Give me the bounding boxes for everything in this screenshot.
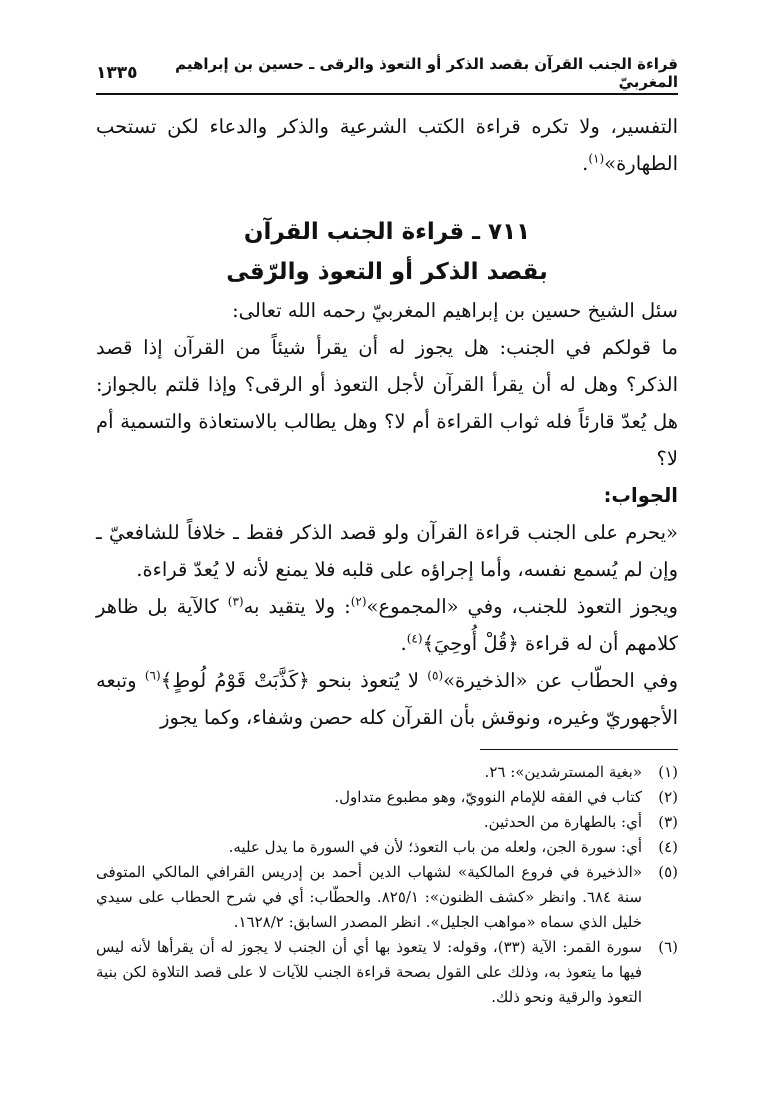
intro-paragraph xyxy=(96,108,678,182)
footnote-text: أي: بالطهارة من الحدثين. xyxy=(483,813,642,831)
footnote-item xyxy=(96,835,678,860)
footnote-ref-3: (٣) xyxy=(227,594,244,609)
page-header xyxy=(96,56,678,90)
footnote-ref-6: (٦) xyxy=(144,668,161,683)
footnote-number: (٤) xyxy=(658,838,678,856)
footnote-ref-4: (٤) xyxy=(406,631,423,646)
footnote-divider xyxy=(480,749,678,750)
footnote-text: سورة القمر: الآية (٣٣)، وقوله: لا يتعوذ بها أي أن الجنب لا يجوز له أن يقرأها لأنه ليس فيها ما يتعوذ به، وذلك على القول بصحة قراءة الجنب للآيات لا على قصد التلاوة لكن بنية التعوذ والرقية ونحو ذلك. xyxy=(96,938,642,1006)
answer-p2-part-a: ويجوز التعوذ للجنب، وفي «المجموع» xyxy=(366,595,678,618)
answer-p3-part-a: وفي الحطّاب عن «الذخيرة» xyxy=(443,669,678,692)
footnote-number: (٢) xyxy=(658,788,678,806)
answer-paragraph-2 xyxy=(96,588,678,662)
fatwa-title-line-2: بقصد الذكر أو التعوذ والرّقى xyxy=(226,259,548,285)
answer-p2-part-c: كالآية بل ظاهر كلامهم أن له قراءة ﴿قُلْ أُوحِيَ﴾ xyxy=(96,595,678,655)
page-number: ١٣٣٥ xyxy=(96,63,138,83)
footnote-number: (٣) xyxy=(658,813,678,831)
fatwa-title xyxy=(96,212,678,292)
footnote-number: (٦) xyxy=(658,938,678,956)
answer-p3-part-c: وتبعه الأجهوريّ وغيره، ونوقش بأن القرآن كله حصن وشفاء، وكما يجوز xyxy=(96,669,678,729)
footnote-ref-2: (٢) xyxy=(350,594,367,609)
footnote-number: (١) xyxy=(658,763,678,781)
footnote-text: كتاب في الفقه للإمام النوويّ، وهو مطبوع متداول. xyxy=(334,788,642,806)
footnote-item xyxy=(96,785,678,810)
answer-heading: الجواب: xyxy=(603,484,678,507)
answer-p3-part-b: لا يُتعوذ بنحو ﴿كَذَّبَتْ قَوْمُ لُوطٍ﴾ xyxy=(160,669,428,692)
answer-p2-part-b: : ولا يتقيد به xyxy=(243,595,351,618)
footnote-item xyxy=(96,810,678,835)
intro-end: . xyxy=(582,152,589,175)
footnote-text: أي: سورة الجن، ولعله من باب التعوذ؛ لأن في السورة ما يدل عليه. xyxy=(228,838,642,856)
running-title: قراءة الجنب القرآن بقصد الذكر أو التعوذ والرقى ـ حسين بن إبراهيم المغربيّ xyxy=(175,55,678,91)
answer-p2-part-d: . xyxy=(400,632,407,655)
footnote-text: «الذخيرة في فروع المالكية» لشهاب الدين أحمد بن إدريس القرافي المالكي المتوفى سنة ٦٨٤. وانظر «كشف الظنون»: ٨٢٥/١. والحطّاب: أي في شرح الحطاب على سيدي خليل الذي سماه «مواهب الجليل». انظر المصدر السابق: ١٦٢٨/٢. xyxy=(96,863,642,931)
footnote-ref-5: (٥) xyxy=(427,668,444,683)
question-paragraph: ما قولكم في الجنب: هل يجوز له أن يقرأ شيئاً من القرآن إذا قصد الذكر؟ وهل له أن يقرأ القرآن لأجل التعوذ أو الرقى؟ وإذا قلتم بالجواز: هل يُعدّ قارئاً فله ثواب القراءة أم لا؟ وهل يطالب بالاستعاذة والتسمية أم لا؟ xyxy=(96,336,678,470)
footnote-text: «بغية المسترشدين»: ٢٦. xyxy=(484,763,642,781)
intro-line-2: الطهارة» xyxy=(604,152,678,175)
footnote-number: (٥) xyxy=(658,863,678,881)
main-text xyxy=(96,108,678,736)
footnote-item xyxy=(96,860,678,935)
footnotes xyxy=(96,760,678,1010)
header-divider xyxy=(96,93,678,95)
asker-line: سئل الشيخ حسين بن إبراهيم المغربيّ رحمه الله تعالى: xyxy=(232,299,678,322)
footnote-item xyxy=(96,935,678,1010)
answer-paragraph-3 xyxy=(96,662,678,736)
footnote-item xyxy=(96,760,678,785)
fatwa-title-line-1: ٧١١ ـ قراءة الجنب القرآن xyxy=(243,219,531,245)
intro-line-1: التفسير، ولا تكره قراءة الكتب الشرعية والذكر والدعاء لكن تستحب xyxy=(96,115,678,138)
footnote-ref-1: (١) xyxy=(588,151,605,166)
answer-paragraph-1: «يحرم على الجنب قراءة القرآن ولو قصد الذكر فقط ـ خلافاً للشافعيّ ـ وإن لم يُسمع نفسه، وأما إجراؤه على قلبه فلا يمنع لأنه لا يُعدّ قراءة. xyxy=(96,521,678,581)
